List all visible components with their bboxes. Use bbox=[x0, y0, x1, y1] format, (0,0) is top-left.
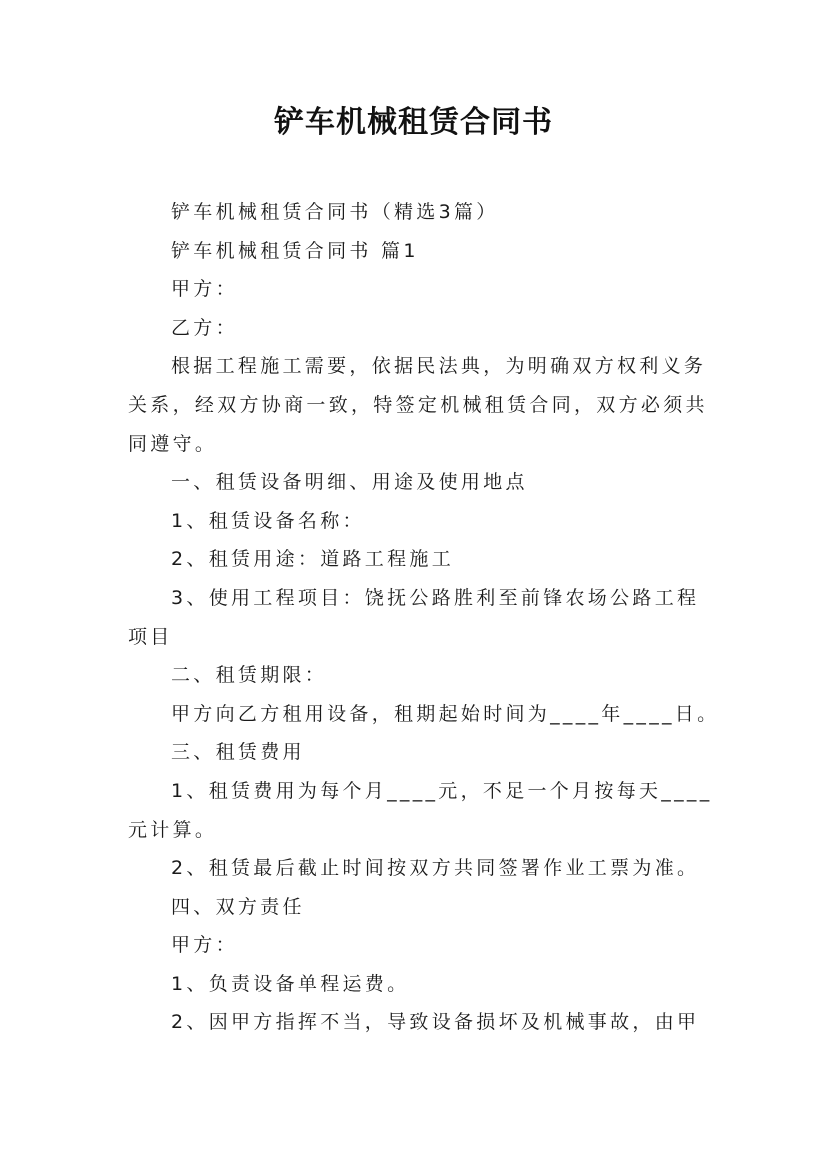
paragraph-line: 项目 bbox=[128, 625, 173, 648]
paragraph-line: 同遵守。 bbox=[128, 432, 218, 455]
party-a-label: 甲方： bbox=[171, 278, 238, 301]
paragraph-line: 2、因甲方指挥不当，导致设备损坏及机械事故，由甲 bbox=[171, 1011, 700, 1034]
party-a-label: 甲方： bbox=[171, 934, 238, 957]
paragraph-line: 1、负责设备单程运费。 bbox=[171, 972, 410, 995]
section-heading: 二、租赁期限： bbox=[171, 664, 328, 687]
document-title: 铲车机械租赁合同书 bbox=[274, 105, 553, 140]
section-heading: 四、双方责任 bbox=[171, 895, 305, 918]
paragraph-subtitle: 铲车机械租赁合同书（精选3篇） bbox=[171, 201, 499, 223]
section-heading: 一、租赁设备明细、用途及使用地点 bbox=[171, 471, 528, 494]
paragraph-line: 1、租赁设备名称： bbox=[171, 509, 365, 532]
party-b-label: 乙方： bbox=[171, 316, 238, 339]
paragraph-line: 甲方向乙方租用设备，租期起始时间为____年____日。 bbox=[171, 702, 720, 725]
document-body bbox=[128, 193, 718, 1042]
paragraph-line: 关系，经双方协商一致，特签定机械租赁合同，双方必须共 bbox=[128, 393, 708, 416]
paragraph-line: 3、使用工程项目：饶抚公路胜利至前锋农场公路工程 bbox=[171, 586, 700, 609]
paragraph-line: 1、租赁费用为每个月____元，不足一个月按每天____ bbox=[171, 779, 713, 802]
paragraph-section-heading: 铲车机械租赁合同书 篇1 bbox=[171, 239, 419, 262]
paragraph-line: 2、租赁用途：道路工程施工 bbox=[171, 548, 454, 571]
paragraph-line: 根据工程施工需要，依据民法典，为明确双方权利义务 bbox=[171, 355, 707, 378]
paragraph-line: 元计算。 bbox=[128, 818, 218, 841]
section-heading: 三、租赁费用 bbox=[171, 741, 305, 764]
paragraph-line: 2、租赁最后截止时间按双方共同签署作业工票为准。 bbox=[171, 857, 700, 880]
